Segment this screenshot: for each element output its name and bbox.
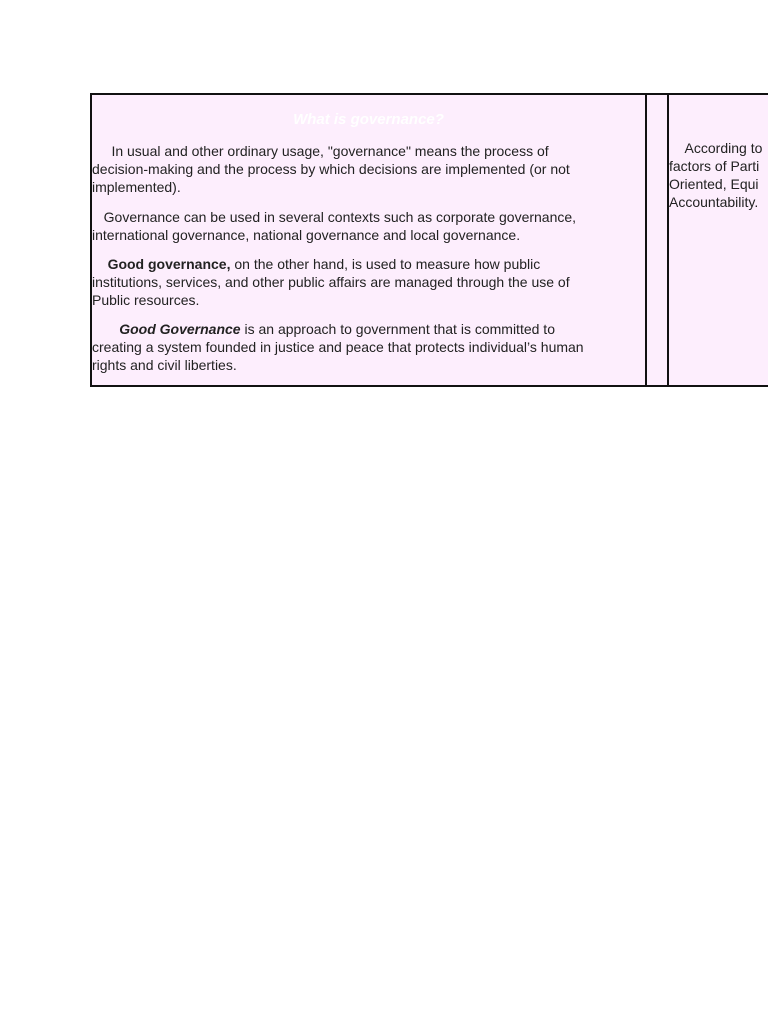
- paragraph-governance-usage: [92, 142, 637, 196]
- p3-line3: Public resources.: [92, 292, 200, 308]
- p1-line3: implemented).: [92, 179, 181, 195]
- paragraph-good-governance-approach: [92, 320, 637, 374]
- p3-line2: institutions, services, and other public affairs are managed through the use of: [92, 274, 570, 290]
- right-line1: According to: [669, 140, 763, 156]
- p1-line1: In usual and other ordinary usage, "governance" means the process of: [92, 143, 549, 159]
- p4-line1-rest: is an approach to government that is committed to: [240, 321, 555, 337]
- section-title: What is governance?: [293, 111, 444, 128]
- governance-definition-cell: [90, 93, 647, 387]
- governance-factors-cell: [667, 93, 768, 387]
- right-line3: Oriented, Equi: [669, 176, 759, 192]
- p2-line2: international governance, national governance and local governance.: [92, 227, 521, 243]
- paragraph-governance-contexts: [92, 208, 637, 244]
- paragraph-good-governance-measure: [92, 255, 637, 309]
- right-line4: Accountability.: [669, 194, 759, 210]
- p3-line1-rest: on the other hand, is used to measure how public: [230, 256, 541, 272]
- p4-line3: rights and civil liberties.: [92, 357, 237, 373]
- good-governance-term: Good governance,: [107, 256, 231, 272]
- paragraph-governance-factors: [669, 139, 768, 211]
- p4-line2: creating a system founded in justice and peace that protects individual’s human: [92, 339, 584, 355]
- spacer-cell: [645, 93, 669, 387]
- p2-line1: Governance can be used in several contexts such as corporate governance,: [92, 209, 577, 225]
- good-governance-term-italic: Good Governance: [119, 321, 241, 337]
- p1-line2: decision-making and the process by which decisions are implemented (or not: [92, 161, 570, 177]
- right-line2: factors of Parti: [669, 158, 760, 174]
